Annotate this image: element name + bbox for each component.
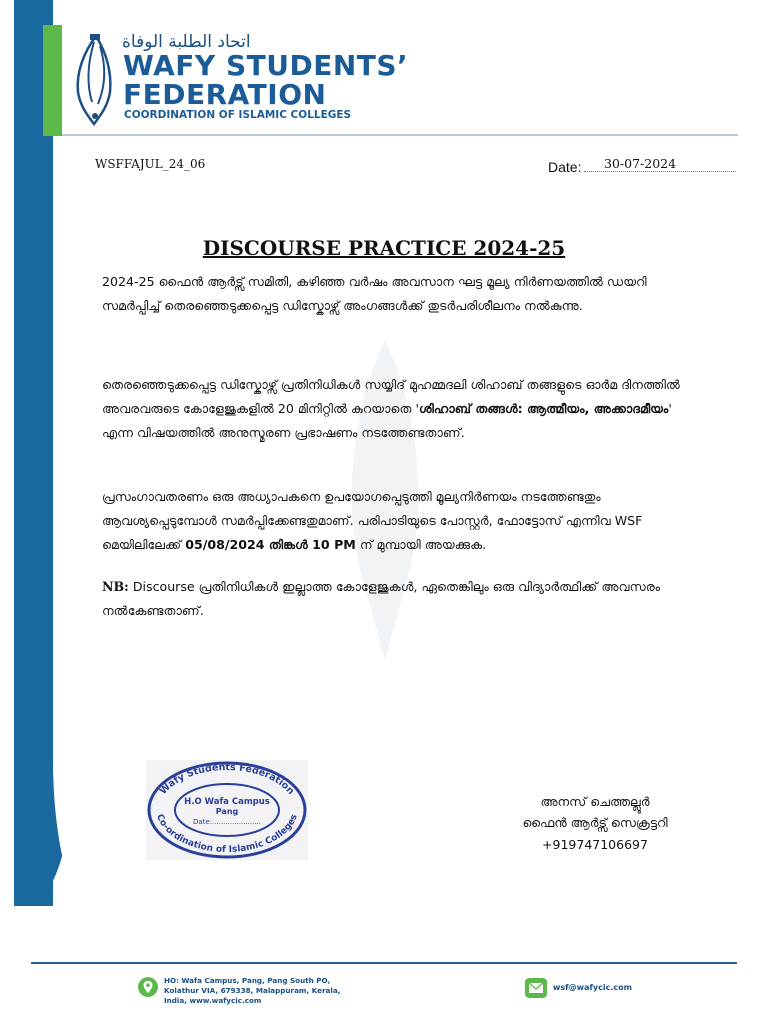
stamp-line-2: Pang [215, 807, 239, 816]
mail-icon [525, 978, 547, 998]
paragraph-3-text-b: ന് മുമ്പായി അയക്കുക. [355, 537, 487, 552]
document-title: DISCOURSE PRACTICE 2024-25 [202, 236, 566, 260]
stamp-line-1: H.O Wafa Campus [184, 797, 270, 807]
logo-title-line1: WAFY STUDENTS’ [123, 49, 409, 82]
location-pin-icon [138, 977, 158, 997]
paragraph-2-topic: ശിഹാബ് തങ്ങൾ: ആത്മീയം, അക്കാദമീയം [418, 401, 669, 416]
stamp-bottom-text: Co-ordination of Islamic Colleges [154, 812, 300, 856]
side-accent-curve-mask [53, 740, 93, 910]
date-underline [584, 171, 736, 172]
footer-email[interactable]: wsf@wafycic.com [553, 983, 632, 992]
body-paragraph-1: 2024-25 ഫൈൻ ആർട്സ് സമിതി, കഴിഞ്ഞ വർഷം അവസാന ഘട്ട മൂല്യ നിർണയത്തിൽ ഡയറി സമർപ്പിച്ച് തെരഞ്ഞെടുക്കപ്പെട്ട ഡിസ്കോഴ്സ് അംഗങ്ങൾക്ക് തുടർപരിശീലനം നൽകുന്നു. [102, 274, 647, 313]
date-label: Date: [548, 159, 582, 175]
note-text: Discourse പ്രതിനിധികൾ ഇല്ലാത്ത കോളേജുകൾ, ഏതെങ്കിലും ഒരു വിദ്യാർത്ഥിക്ക് അവസരം നൽകേണ്ടതാണ്. [102, 579, 661, 618]
address-line-3: India, www.wafycic.com [164, 996, 262, 1005]
paragraph-3-deadline: 05/08/2024 തിങ്കൾ 10 PM [185, 537, 356, 552]
footer-address [164, 976, 394, 1006]
body-paragraph-3 [102, 485, 692, 557]
paragraph-3-text-a: പ്രസംഗാവതരണം ഒരു അധ്യാപകനെ ഉപയോഗപ്പെടുത്തി മൂല്യനിർണയം നടത്തേണ്ടതും ആവശ്യപ്പെടുമ്പോൾ സമർപ്പിക്കേണ്ടതുമാണ്. പരിപാടിയുടെ പോസ്റ്റർ, ഫോട്ടോസ് എന്നിവ WSF മെയിലിലേക്ക് [102, 489, 643, 552]
address-line-1: HO: Wafa Campus, Pang, Pang South PO, [164, 976, 331, 985]
paragraph-2-text-b: ' എന്ന വിഷയത്തിൽ അനുസ്മരണ പ്രഭാഷണം നടത്തേണ്ടതാണ്. [102, 401, 672, 440]
official-stamp [146, 760, 308, 860]
logo-subtitle: COORDINATION OF ISLAMIC COLLEGES [124, 109, 352, 121]
note-label: NB: [102, 579, 129, 594]
signatory-designation: ഫൈൻ ആർട്സ് സെക്രട്ടറി [522, 815, 668, 830]
green-accent-bar [43, 25, 62, 136]
paragraph-2-text-a: തെരഞ്ഞെടുക്കപ്പെട്ട ഡിസ്കോഴ്സ് പ്രതിനിധികൾ സയ്യിദ് മുഹമ്മദലി ശിഹാബ് തങ്ങളുടെ ഓർമ ദിനത്തിൽ അവരവരുടെ കോളേജുകളിൽ 20 മിനിറ്റിൽ കുറയാതെ ' [102, 377, 680, 416]
footer-divider [31, 962, 737, 964]
stamp-top-text: Wafy Students Federation [157, 761, 297, 797]
signatory-phone: +919747106697 [542, 837, 648, 852]
stamp-line-3: Date:...................... [192, 818, 262, 826]
pen-logo-icon [66, 32, 122, 128]
logo-arabic-name: اتحاد الطلبة الوفاة [122, 32, 251, 52]
reference-number: WSFFAJUL_24_06 [95, 157, 206, 171]
header-divider [62, 134, 738, 136]
signatory-name: അനസ് ചെത്തല്ലൂർ [540, 794, 650, 809]
logo-title-line2: FEDERATION [123, 78, 327, 111]
date-value: 30-07-2024 [604, 156, 677, 171]
address-line-2: Kolathur VIA, 679338, Malappuram, Kerala, [164, 986, 341, 995]
body-paragraph-2 [102, 373, 692, 445]
body-paragraph-note [102, 575, 692, 623]
